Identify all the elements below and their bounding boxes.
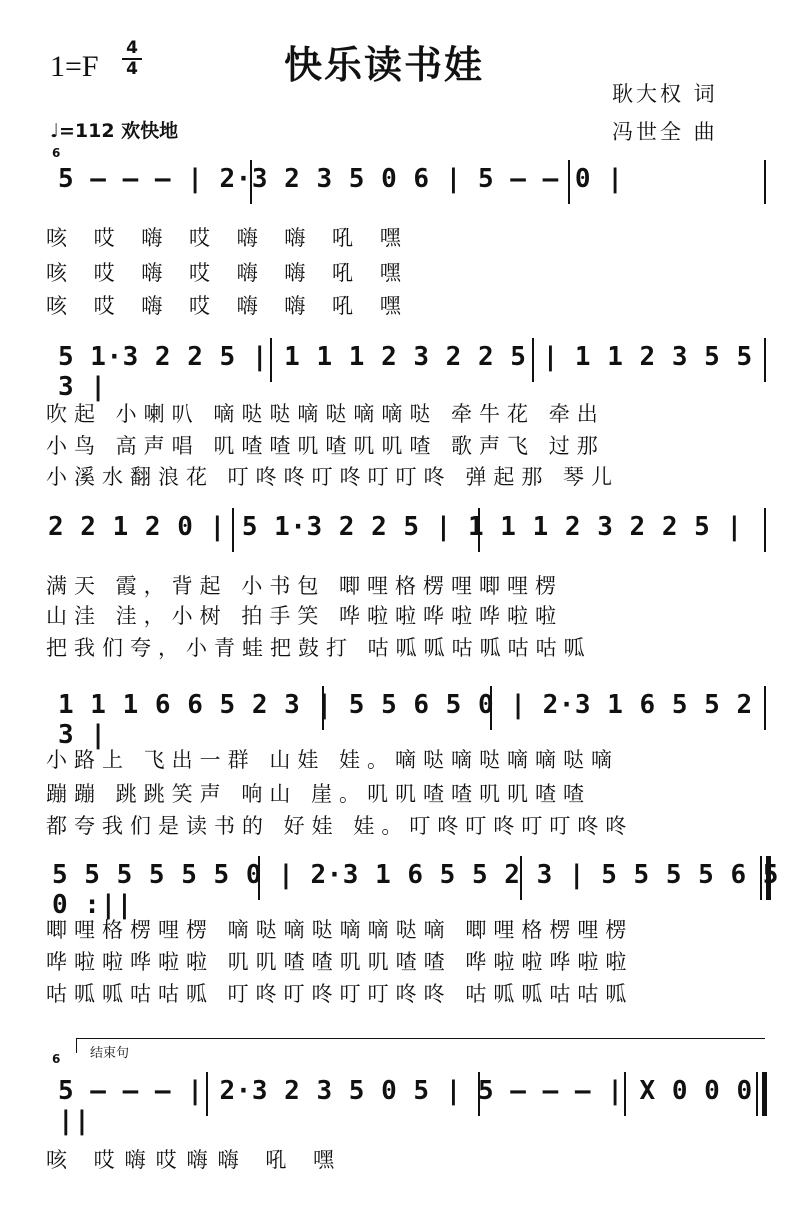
time-signature-bottom: 4 <box>126 59 138 79</box>
notes-line: 1 1 1 6 6 5 2 3 | 5 5 6 5 0 | 2·3 1 6 5 5 2 3 | <box>58 690 753 750</box>
lyric-line: 山洼 洼，小树 拍手笑 哗啦啦哗啦哗啦啦 <box>46 604 564 628</box>
lyric-line: 把我们夸，小青蛙把鼓打 咕呱呱咕呱咕咕呱 <box>46 636 592 660</box>
lyric-line: 满天 霞，背起 小书包 唧哩格楞哩唧哩楞 <box>46 574 564 598</box>
lyric-line: 咳 哎嗨哎嗨嗨 吼 嘿 <box>46 1148 345 1172</box>
tempo-marking: ♩=112 欢快地 <box>50 120 179 142</box>
lyric-line: 吹起 小喇叭 嘀哒哒嘀哒嘀嘀哒 牵牛花 牵出 <box>46 402 605 426</box>
ending-label: 结束句 <box>90 1046 130 1061</box>
lyric-line: 咳 哎 嗨 哎 嗨 嗨 吼 嘿 <box>46 226 411 250</box>
notes-line: 5 — — — | 2·3 2 3 5 0 5 | 5 — — — | X 0 0 0 || <box>58 1076 753 1136</box>
notes-line: 5 — — — | 2·3 2 3 5 0 6 | 5 — — 0 | <box>58 164 624 194</box>
lyric-line: 小溪水翻浪花 叮咚咚叮咚叮叮咚 弹起那 琴儿 <box>46 465 620 489</box>
lyric-line: 哗啦啦哗啦啦 叽叽喳喳叽叽喳喳 哗啦啦哗啦啦 <box>46 950 634 974</box>
time-signature <box>122 40 142 78</box>
score-system-1 <box>0 160 812 204</box>
key-signature: 1=F <box>50 50 99 83</box>
notes-line: 5 5 5 5 5 5 0 | 2·3 1 6 5 5 2 3 | 5 5 5 5 6 5 0 :|| <box>52 860 779 920</box>
score-system-2 <box>0 338 812 402</box>
lyric-line: 蹦蹦 跳跳笑声 响山 崖。叽叽喳喳叽叽喳喳 <box>46 782 592 806</box>
lyric-line: 都夸我们是读书的 好娃 娃。叮咚叮咚叮叮咚咚 <box>46 814 634 838</box>
lyricist-credit: 耿大权 词 <box>612 82 718 106</box>
time-signature-top: 4 <box>126 38 138 58</box>
lyric-line: 小路上 飞出一群 山娃 娃。嘀哒嘀哒嘀嘀哒嘀 <box>46 748 620 772</box>
lyric-line: 咳 哎 嗨 哎 嗨 嗨 吼 嘿 <box>46 261 411 285</box>
lyric-line: 唧哩格楞哩楞 嘀哒嘀哒嘀嘀哒嘀 唧哩格楞哩楞 <box>46 918 634 942</box>
lyric-line: 咳 哎 嗨 哎 嗨 嗨 吼 嘿 <box>46 294 411 318</box>
lyric-line: 小鸟 高声唱 叽喳喳叽喳叽叽喳 歌声飞 过那 <box>46 434 605 458</box>
ending-bracket <box>76 1038 765 1053</box>
song-title: 快乐读书娃 <box>284 43 485 87</box>
score-system-3 <box>0 508 812 552</box>
composer-credit: 冯世全 曲 <box>612 120 718 144</box>
score-system-5 <box>0 856 812 920</box>
score-system-4 <box>0 686 812 750</box>
lyric-line: 咕呱呱咕咕呱 叮咚叮咚叮叮咚咚 咕呱呱咕咕呱 <box>46 982 634 1006</box>
score-system-6 <box>0 1072 812 1136</box>
notes-line: 5 1·3 2 2 5 | 1 1 1 2 3 2 2 5 | 1 1 2 3 5 5 3 | <box>58 342 753 402</box>
notes-line: 2 2 1 2 0 | 5 1·3 2 2 5 | 1 1 1 2 3 2 2 5 | <box>48 512 743 542</box>
